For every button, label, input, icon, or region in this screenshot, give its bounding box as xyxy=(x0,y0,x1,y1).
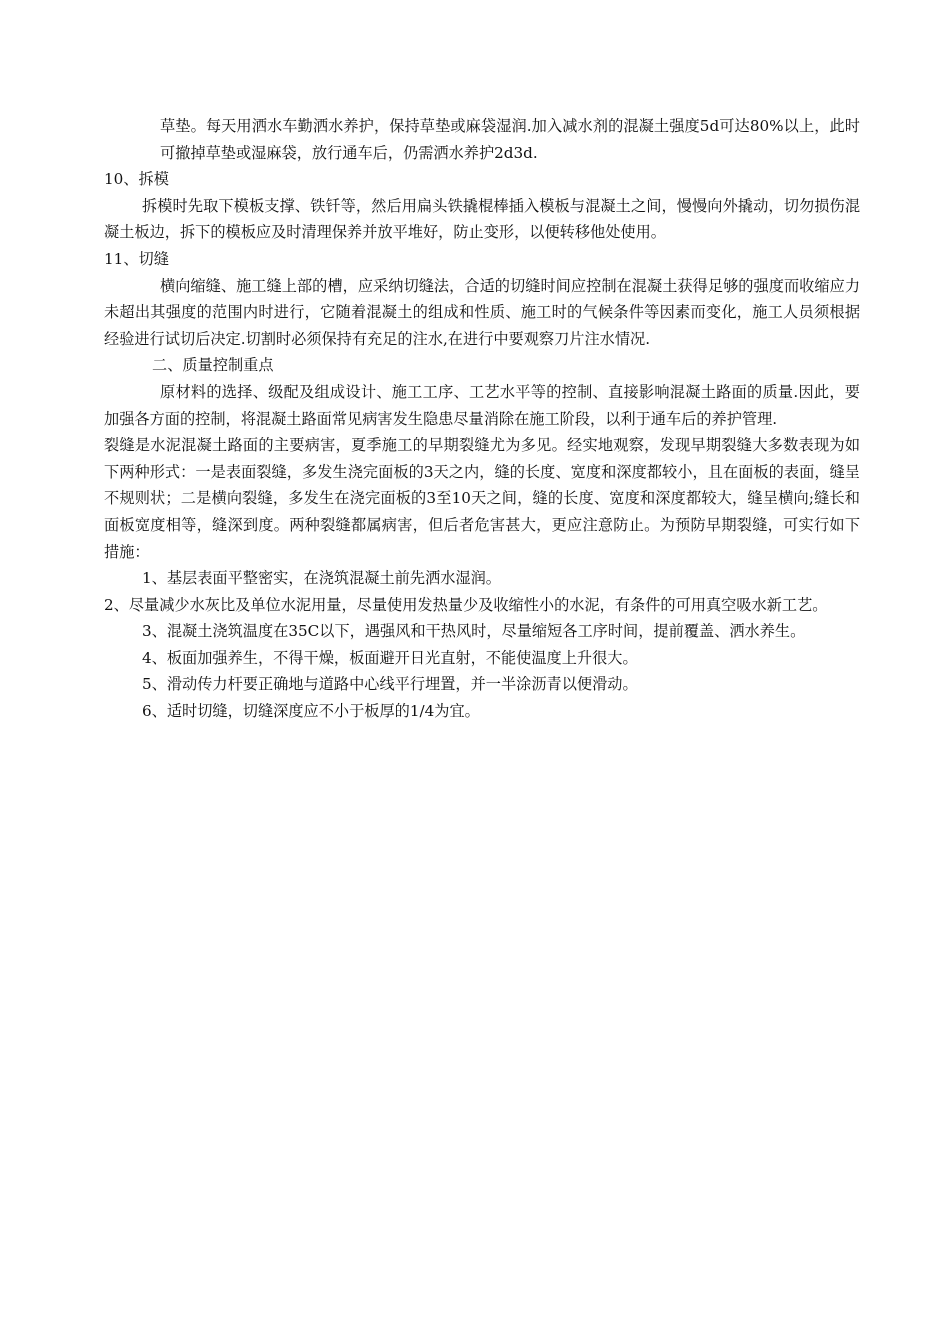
heading-quality-control: 二、质量控制重点 xyxy=(152,356,274,375)
measure-item-3: 3、混凝土浇筑温度在35C以下，遇强风和干热风时，尽量缩短各工序时间，提前覆盖、洒水养生。 xyxy=(142,622,806,641)
document-page xyxy=(104,113,860,725)
measure-item-5: 5、滑动传力杆要正确地与道路中心线平行埋置，并一半涂沥青以便滑动。 xyxy=(142,675,638,694)
measure-item-1: 1、基层表面平整密实，在浇筑混凝土前先洒水湿润。 xyxy=(142,569,501,588)
heading-joint-cutting: 11、切缝 xyxy=(104,249,169,268)
paragraph-joint-cutting: 横向缩缝、施工缝上部的槽，应采纳切缝法，合适的切缝时间应控制在混凝土获得足够的强度而收缩应力未超出其强度的范围内时进行，它随着混凝土的组成和性质、施工时的气候条件等因素而变化，施工人员须根据经验进行试切后决定.切割时必须保持有充足的注水,在进行中要观察刀片注水情况. xyxy=(104,276,860,348)
measure-item-4: 4、板面加强养生，不得干燥，板面避开日光直射，不能使温度上升很大。 xyxy=(142,648,638,667)
paragraph-quality-control: 原材料的选择、级配及组成设计、施工工序、工艺水平等的控制、直接影响混凝土路面的质量.因此，要加强各方面的控制，将混凝土路面常见病害发生隐患尽量消除在施工阶段，以利于通车后的养护管理. xyxy=(104,382,860,428)
measure-item-6: 6、适时切缝，切缝深度应不小于板厚的1/4为宜。 xyxy=(142,702,480,721)
paragraph-formwork-removal: 拆模时先取下模板支撑、铁钎等，然后用扁头铁撬棍棒插入模板与混凝土之间，慢慢向外撬动，切勿损伤混凝土板边，拆下的模板应及时清理保养并放平堆好，防止变形，以便转移他处使用。 xyxy=(104,196,860,242)
measure-item-2: 2、尽量减少水灰比及单位水泥用量，尽量使用发热量少及收缩性小的水泥，有条件的可用真空吸水新工艺。 xyxy=(104,595,828,614)
heading-formwork-removal: 10、拆模 xyxy=(104,170,169,189)
paragraph-cracks: 裂缝是水泥混凝土路面的主要病害，夏季施工的早期裂缝尤为多见。经实地观察，发现早期裂缝大多数表现为如下两种形式：一是表面裂缝，多发生浇完面板的3天之内，缝的长度、宽度和深度都较小，且在面板的表面，缝呈不规则状；二是横向裂缝，多发生在浇完面板的3至10天之间，缝的长度、宽度和深度都较大，缝呈横向;缝长和面板宽度相等，缝深到度。两种裂缝都属病害，但后者危害甚大，更应注意防止。为预防早期裂缝，可实行如下措施： xyxy=(104,436,860,561)
paragraph-curing-continued: 草垫。每天用洒水车勤洒水养护，保持草垫或麻袋湿润.加入减水剂的混凝土强度5d可达80%以上，此时可撤掉草垫或湿麻袋，放行通车后，仍需洒水养护2d3d. xyxy=(160,117,860,162)
